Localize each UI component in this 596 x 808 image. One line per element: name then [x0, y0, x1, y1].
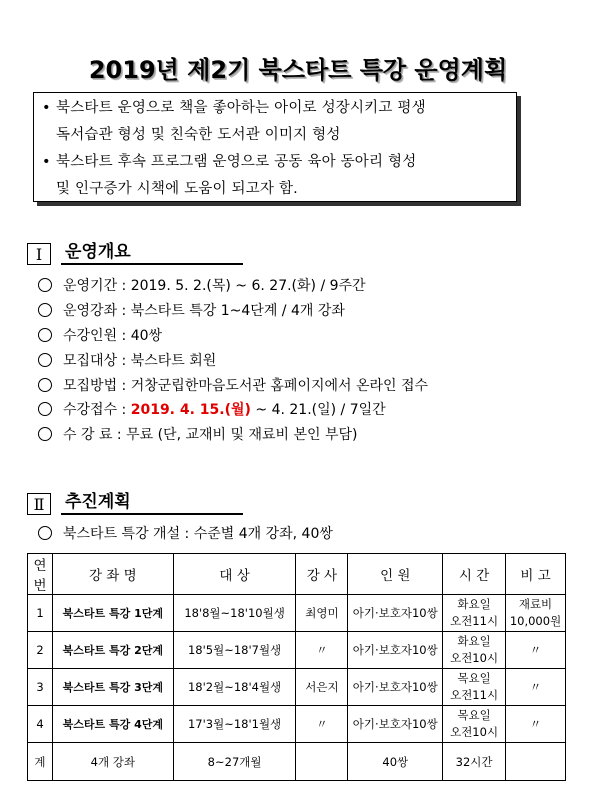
section-2-heading [27, 487, 243, 515]
circle-bullet-icon [38, 427, 52, 441]
col-target: 대 상 [173, 554, 296, 595]
table-row: 2 북스타트 특강 2단계 18'5월~18'7월생 〃 아기·보호자10쌍 화요일 오전10시 〃 [28, 632, 566, 669]
table-total-row: 계 4개 강좌 8~27개월 40쌍 32시간 [28, 743, 566, 781]
circle-bullet-icon [38, 378, 52, 392]
list-item: 모집방법 : 거창군립한마음도서관 홈페이지에서 온라인 접수 [38, 372, 428, 397]
intro-line: 북스타트 운영으로 책을 좋아하는 아이로 성장시키고 평생 [56, 100, 426, 116]
intro-item-1 [42, 95, 508, 122]
list-item: 모집대상 : 북스타트 회원 [38, 347, 428, 372]
intro-line: 북스타트 후속 프로그램 운영으로 공동 육아 동아리 형성 [56, 154, 417, 170]
col-name: 강 좌 명 [52, 554, 173, 595]
circle-bullet-icon [38, 526, 52, 540]
intro-item-2-cont [42, 176, 508, 203]
page-title: 2019년 제2기 북스타트 특강 운영계획 [88, 56, 508, 84]
col-no: 연 번 [28, 554, 53, 595]
list-item: 수 강 료 : 무료 (단, 교재비 및 재료비 본인 부담) [38, 422, 428, 447]
circle-bullet-icon [38, 278, 52, 292]
col-note: 비 고 [506, 554, 566, 595]
bullet-icon: • [42, 154, 51, 170]
intro-box [33, 92, 517, 202]
col-teacher: 강 사 [296, 554, 348, 595]
table-row: 4 북스타트 특강 4단계 17'3월~18'1월생 〃 아기·보호자10쌍 목요일 오전10시 〃 [28, 706, 566, 743]
bullet-icon: • [42, 100, 51, 116]
apply-date-highlight: 2019. 4. 15.(월) [130, 402, 251, 419]
course-table [27, 553, 566, 781]
circle-bullet-icon [38, 353, 52, 367]
table-row: 1 북스타트 특강 1단계 18'8월~18'10월생 최영미 아기·보호자10쌍 화요일 오전11시 재료비 10,000원 [28, 595, 566, 632]
table-row: 3 북스타트 특강 3단계 18'2월~18'4월생 서은지 아기·보호자10쌍 목요일 오전11시 〃 [28, 669, 566, 706]
list-item: 운영기간 : 2019. 5. 2.(목) ~ 6. 27.(화) / 9주간 [38, 273, 428, 298]
circle-bullet-icon [38, 402, 52, 416]
intro-line: 및 인구증가 시책에 도움이 되고자 함. [56, 181, 298, 197]
intro-line: 독서습관 형성 및 친숙한 도서관 이미지 형성 [56, 127, 341, 143]
section-number: Ⅱ [27, 493, 51, 515]
table-header-row [28, 554, 566, 595]
list-item-apply-period: 수강접수 : 2019. 4. 15.(월) ~ 4. 21.(일) / 7일간 [38, 397, 428, 422]
circle-bullet-icon [38, 303, 52, 317]
circle-bullet-icon [38, 328, 52, 342]
plan-list [38, 521, 333, 546]
section-number: Ⅰ [27, 243, 51, 265]
list-item: 운영강좌 : 북스타트 특강 1~4단계 / 4개 강좌 [38, 298, 428, 323]
col-time: 시 간 [443, 554, 506, 595]
overview-list [38, 273, 428, 447]
col-people: 인 원 [348, 554, 443, 595]
section-1-heading [27, 237, 243, 265]
section-title: 추진계획 [61, 487, 243, 515]
intro-item-2 [42, 149, 508, 176]
section-title: 운영개요 [61, 237, 243, 265]
intro-item-1-cont [42, 122, 508, 149]
list-item: 수강인원 : 40쌍 [38, 323, 428, 348]
list-item: 북스타트 특강 개설 : 수준별 4개 강좌, 40쌍 [38, 521, 333, 546]
